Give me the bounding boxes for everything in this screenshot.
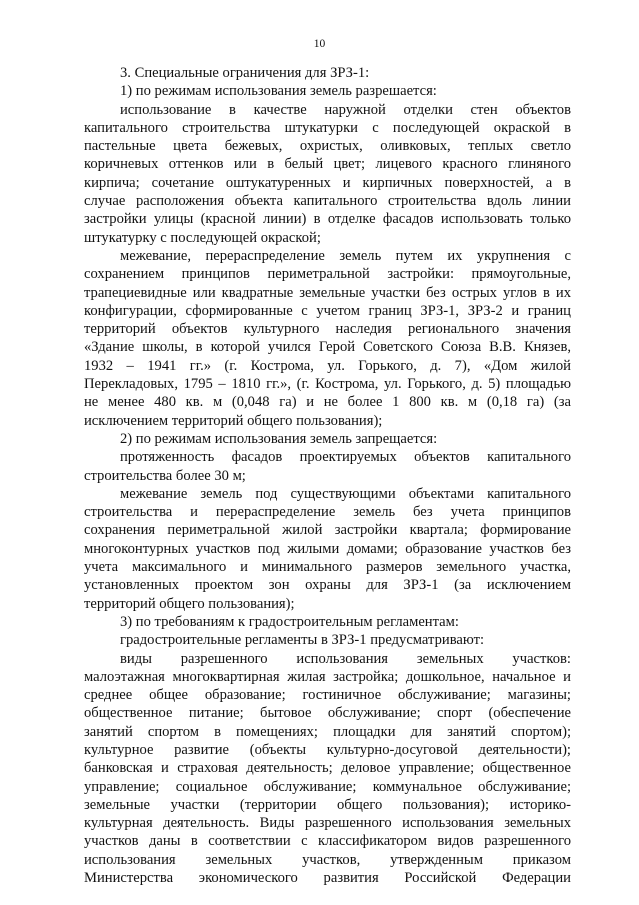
text-line: застройки улицы (красной линии) в отделке фасадов использовать только bbox=[84, 211, 571, 228]
text-line: виды разрешенного использования земельных участков: bbox=[120, 650, 571, 667]
text-line: межевание, перераспределение земель путем их укрупнения с bbox=[120, 247, 571, 264]
text-line: 2) по режимам использования земель запрещается: bbox=[120, 430, 438, 447]
text-line: 3. Специальные ограничения для ЗРЗ-1: bbox=[120, 65, 370, 81]
text-line: 1932 – 1941 гг.» (г. Кострома, ул. Горького, д. 7), «Дом жилой bbox=[84, 357, 571, 374]
text-line: случае расположения объекта капитального строительства вдоль линии bbox=[84, 193, 571, 210]
text-line: Перекладовых, 1795 – 1810 гг.», (г. Кострома, ул. Горького, д. 5) площадью bbox=[84, 376, 571, 393]
text-line: культурное развитие (объекты культурно-досуговой деятельности); bbox=[84, 741, 571, 758]
text-line: занятий спортом в помещениях; площадки для занятий спортом); bbox=[84, 723, 571, 740]
text-line: 3) по требованиям к градостроительным регламентам: bbox=[120, 613, 459, 630]
text-line: сохранением принципов периметральной застройки: прямоугольные, bbox=[84, 266, 571, 283]
text-line: территорий объектов культурного наследия регионального значения bbox=[84, 321, 571, 338]
text-line: многоконтурных участков под жилыми домами; образование участков без bbox=[84, 540, 571, 557]
text-line: сохранения периметральной жилой застройки квартала; формирование bbox=[84, 522, 571, 539]
text-line: учета максимального и минимального размеров земельного участка, bbox=[84, 559, 571, 576]
text-line: среднее общее образование; гостиничное обслуживание; магазины; bbox=[84, 687, 571, 704]
text-line: установленных проектом зон охраны для ЗРЗ-1 (за исключением bbox=[84, 577, 571, 594]
text-line: строительства и перераспределение земель без учета принципов bbox=[84, 504, 571, 521]
text-line: строительства более 30 м; bbox=[84, 467, 246, 484]
text-line: градостроительные регламенты в ЗРЗ-1 предусматривают: bbox=[120, 632, 485, 649]
text-line: не менее 480 кв. м (0,048 га) и не более 1 800 кв. м (0,18 га) (за bbox=[84, 394, 571, 411]
document-body bbox=[84, 64, 571, 887]
text-line: Министерства экономического развития Российской Федерации bbox=[84, 870, 571, 887]
text-line: 1) по режимам использования земель разрешается: bbox=[120, 83, 437, 100]
text-line: кирпича; сочетание оштукатуренных и кирпичных поверхностей, а в bbox=[84, 174, 571, 191]
text-line: исключением территорий общего пользования); bbox=[84, 412, 383, 429]
text-line: территорий общего пользования); bbox=[84, 595, 295, 612]
text-line: участков даны в соответствии с классификатором видов разрешенного bbox=[84, 833, 571, 850]
text-line: использование в качестве наружной отделки стен объектов bbox=[120, 101, 571, 118]
text-line: пастельные цвета бежевых, охристых, оливковых, теплых светло bbox=[84, 138, 571, 155]
text-line: протяженность фасадов проектируемых объектов капитального bbox=[120, 449, 571, 466]
text-line: земельные участки (территории общего пользования); историко- bbox=[84, 796, 571, 813]
text-line: общественное питание; бытовое обслуживание; спорт (обеспечение bbox=[84, 705, 571, 722]
text-line: использования земельных участков, утвержденным приказом bbox=[84, 851, 571, 868]
text-line: управление; социальное обслуживание; коммунальное обслуживание; bbox=[84, 778, 571, 795]
text-line: штукатурку с последующей окраской; bbox=[84, 229, 321, 246]
text-line: трапециевидные или квадратные земельные участки без острых углов в их bbox=[84, 284, 571, 301]
text-line: малоэтажная многоквартирная жилая застройка; дошкольное, начальное и bbox=[84, 668, 571, 685]
text-line: банковская и страховая деятельность; деловое управление; общественное bbox=[84, 760, 571, 777]
text-line: капитального строительства штукатурки с последующей окраской в bbox=[84, 119, 571, 136]
text-line: коричневых оттенков или в белый цвет; лицевого красного глиняного bbox=[84, 156, 571, 173]
text-line: межевание земель под существующими объектами капитального bbox=[120, 485, 571, 502]
text-line: конфигурации, сформированные с учетом границ ЗРЗ-1, ЗРЗ-2 и границ bbox=[84, 302, 571, 319]
text-line: культурная деятельность. Виды разрешенного использования земельных bbox=[84, 815, 571, 832]
page-number: 10 bbox=[313, 38, 326, 50]
text-line: «Здание школы, в которой учился Герой Советского Союза В.В. Князев, bbox=[84, 339, 571, 356]
